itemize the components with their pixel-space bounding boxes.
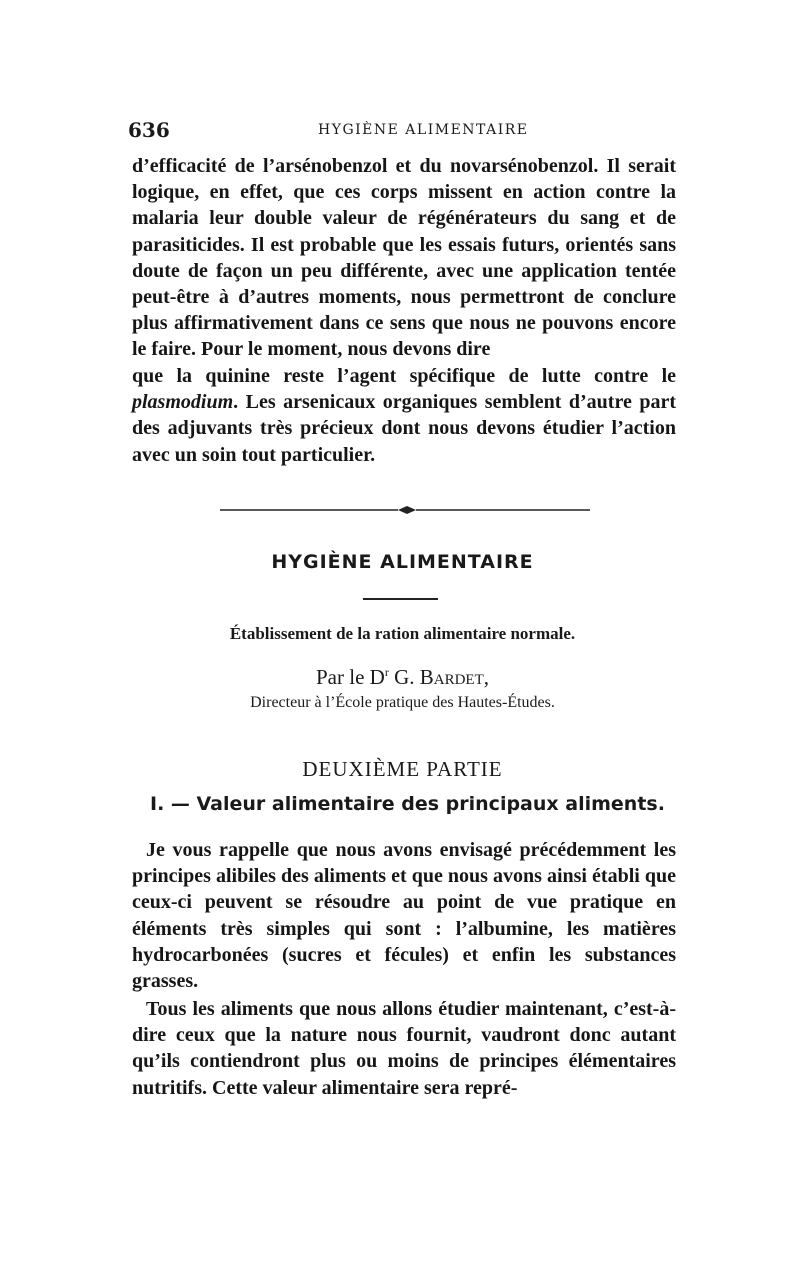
author-affiliation: Directeur à l’École pratique des Hautes-Études.	[250, 694, 555, 711]
text-line: malaria leur double valeur de régénérateurs du sang et de	[132, 207, 676, 230]
page-number: 636	[128, 118, 170, 142]
text-line: tentée peut-être à d’autres moments, nous permettront de	[132, 259, 677, 309]
part-title: DEUXIÈME PARTIE	[302, 757, 503, 781]
author-prefix: Par le D	[316, 665, 385, 689]
text-line: pouvons encore le faire. Pour le moment, nous devons dire	[132, 312, 676, 361]
text-fragment: que la quinine reste l’agent spécifique de lutte contre le	[132, 365, 676, 387]
paragraph-body: Tous les aliments que nous allons étudier maintenant, c’est-à-dire ceux que la nature nous fournit, vaudront donc autant qu’ils contiendront plus ou moins de principes élémentaires nutritifs. Cette valeur alimentaire sera repré-	[132, 998, 676, 1099]
running-head	[128, 118, 673, 148]
text-line: conclure plus affirmativement dans ce sens que nous ne	[132, 286, 676, 335]
paragraph-conclusion	[132, 363, 676, 468]
author-name: G. Bardet,	[388, 665, 489, 689]
italic-term: plasmodium	[132, 391, 234, 414]
section-title: HYGIÈNE ALIMENTAIRE	[271, 551, 534, 573]
text-fragment: . Les arsenicaux organiques semblent d’autre part des adjuvants très précieux dont nous devons étudier l’action avec un soin tout particulier.	[132, 391, 676, 466]
running-title: HYGIÈNE ALIMENTAIRE	[318, 122, 529, 138]
text-line: sans doute de façon un peu différente, avec une application	[132, 233, 677, 282]
paragraph-continuation	[132, 153, 676, 363]
author-sup: r	[384, 665, 389, 679]
author-line	[130, 665, 675, 690]
ornamental-rule	[220, 503, 595, 517]
text-line: d’efficacité de l’arsénobenzol et du novarsénobenzol. Il serait	[132, 155, 676, 177]
section-subtitle: Établissement de la ration alimentaire normale.	[229, 624, 576, 643]
text-line: parasiticides. Il est probable que les essais futurs, orientés	[132, 233, 634, 256]
text-line: logique, en effet, que ces corps missent en action contre la	[132, 181, 676, 204]
title-underline	[363, 598, 438, 600]
chapter-title: I. — Valeur alimentaire des principaux aliments.	[150, 793, 665, 815]
paragraph-body: Je vous rappelle que nous avons envisagé précédemment les principes alibiles des aliments et que nous avons ainsi établi que ceux-ci peuvent se résoudre au point de vue pratique en éléments très simples qui sont : l’albumine, les matières hydrocarbonées (sucres et fécules) et enfin les substances grasses.	[132, 839, 676, 993]
